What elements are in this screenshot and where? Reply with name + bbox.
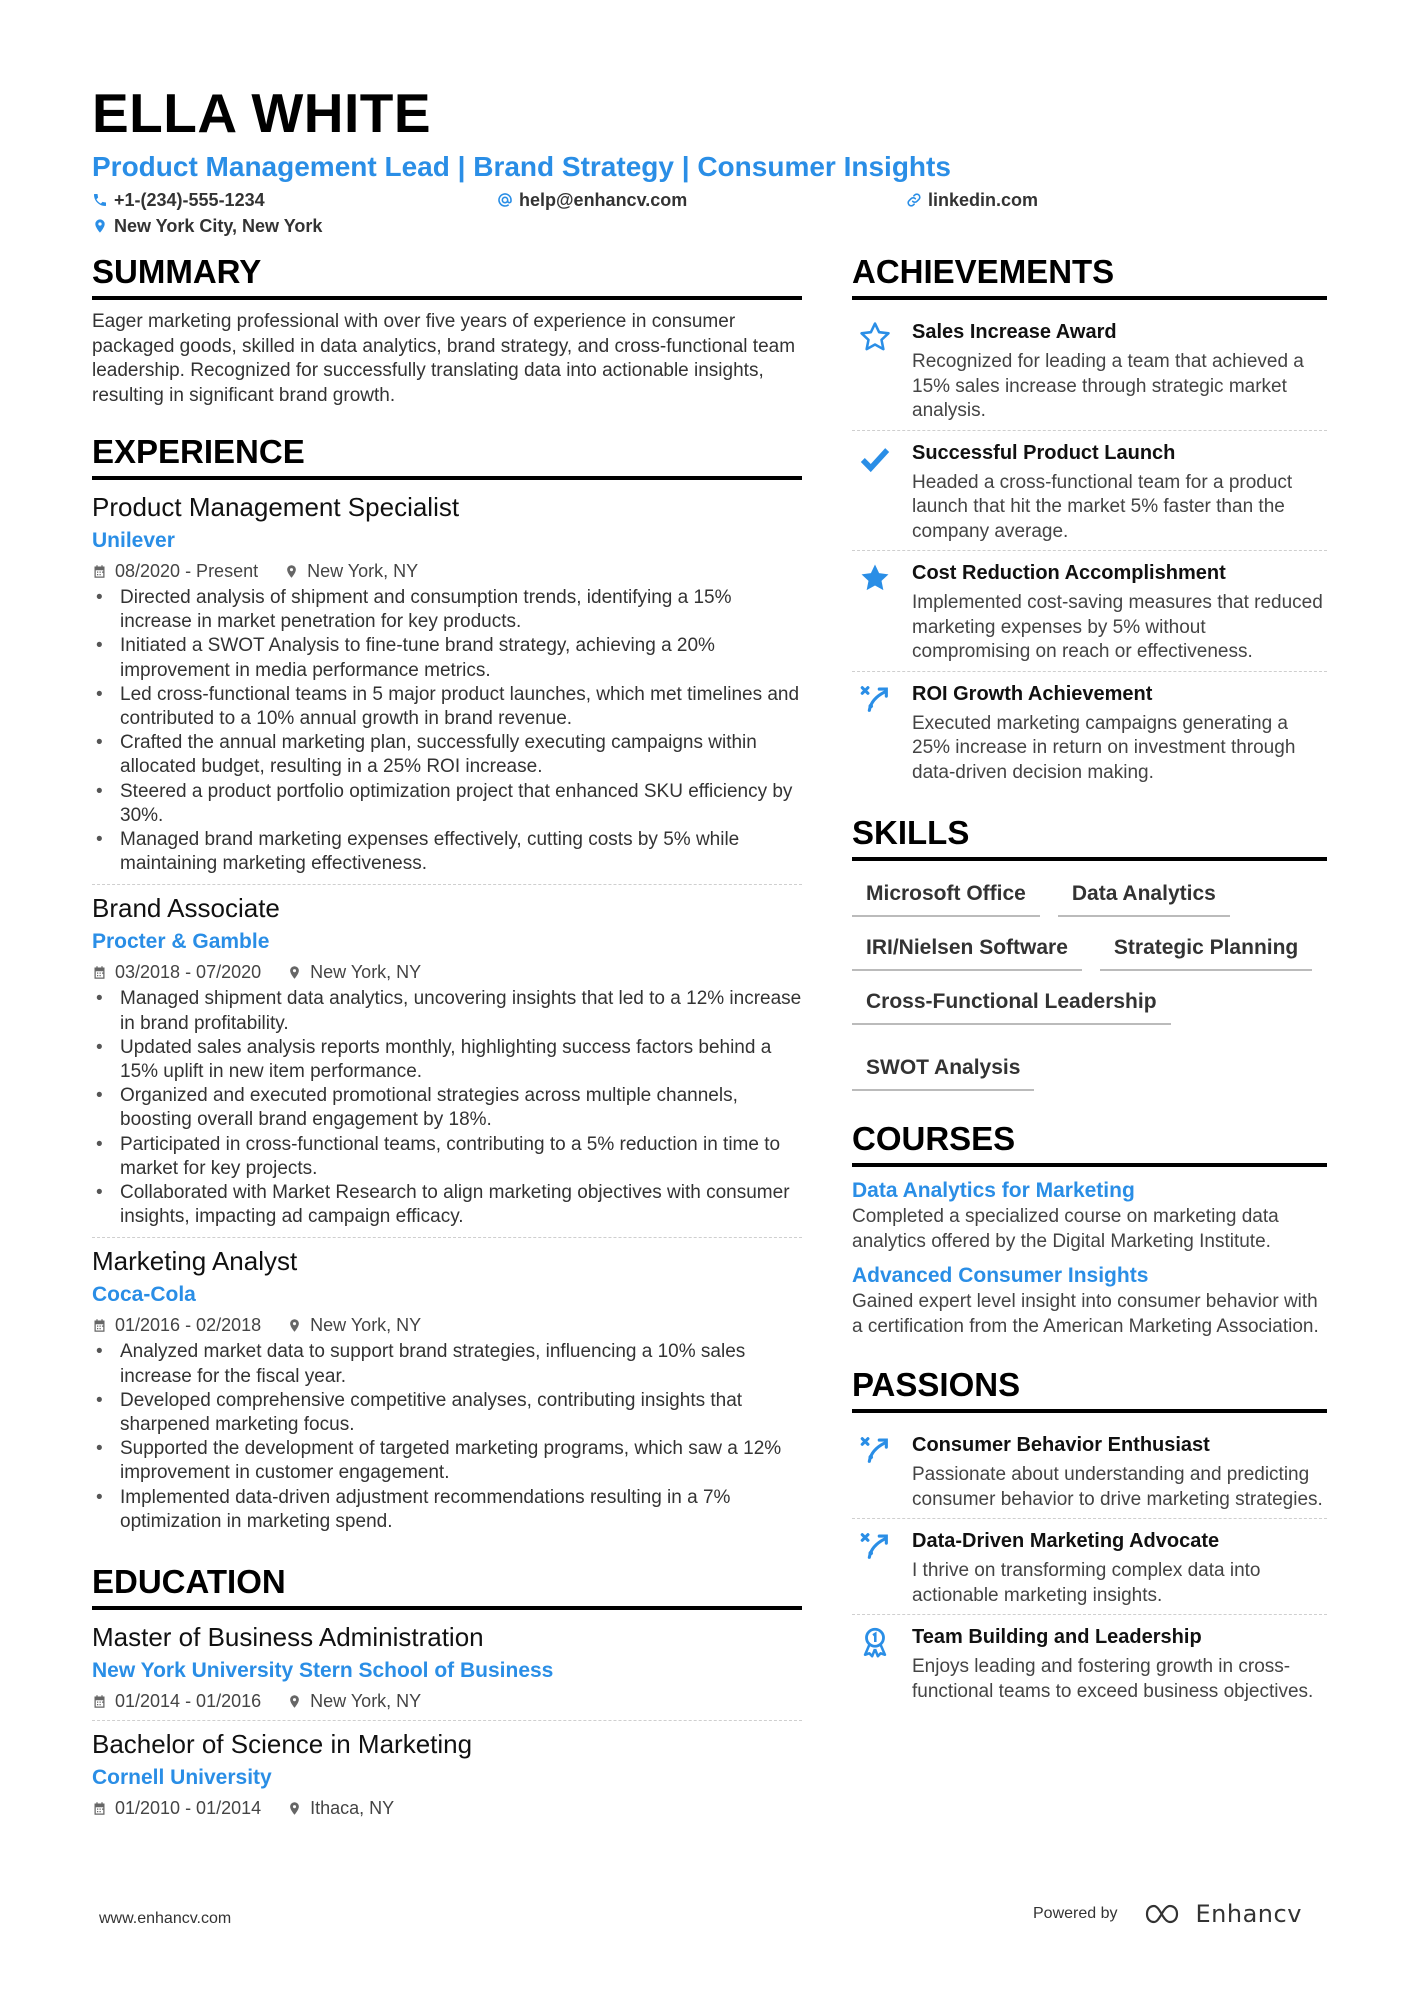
passions-section (852, 1365, 1327, 1710)
education-entry (92, 1620, 802, 1720)
job-dates-text: 03/2018 - 07/2020 (115, 962, 262, 983)
star-filled-icon (852, 559, 898, 665)
passion-title: Team Building and Leadership (912, 1626, 1202, 1648)
job-dates (92, 1312, 261, 1338)
education-location (287, 1795, 394, 1821)
headline: Product Management Lead | Brand Strategy | Consumer Insights (92, 151, 951, 182)
bullet-item: • Led cross-functional teams in 5 major product launches, which met timelines and contributed to a 10% annual growth in brand revenue. (92, 683, 802, 731)
job-meta (92, 1312, 802, 1338)
strategy-icon (852, 680, 898, 786)
education-dates-text: 01/2014 - 01/2016 (115, 1691, 262, 1712)
bullet-item: • Updated sales analysis reports monthly, highlighting success factors behind a 15% uplift in new item performance. (92, 1036, 802, 1084)
job-location-text: New York, NY (310, 1315, 422, 1336)
education-entry (92, 1720, 802, 1827)
summary-title: SUMMARY (92, 252, 802, 300)
checkmark-icon (852, 439, 898, 545)
achievement-desc: Recognized for leading a team that achieved a 15% sales increase through strategic market analysis. (912, 351, 1304, 421)
experience-title: EXPERIENCE (92, 432, 802, 480)
contact-info (92, 188, 1332, 244)
job-entry (92, 884, 802, 1237)
achievement-item (852, 550, 1327, 671)
experience-section (92, 432, 802, 1542)
education-meta (92, 1688, 802, 1714)
bullet-item: • Analyzed market data to support brand strategies, influencing a 10% sales increase for the fiscal year. (92, 1340, 802, 1388)
passions-title: PASSIONS (852, 1365, 1327, 1413)
candidate-name: ELLA WHITE (92, 82, 432, 144)
course-title: Data Analytics for Marketing (852, 1179, 1135, 1202)
passion-desc: Passionate about understanding and predicting consumer behavior to drive marketing strategies. (912, 1464, 1323, 1510)
company-name: Procter & Gamble (92, 930, 270, 954)
bullet-item: • Steered a product portfolio optimization project that enhanced SKU efficiency by 30%. (92, 780, 802, 828)
achievement-desc: Executed marketing campaigns generating a 25% increase in return on investment through data-driven decision making. (912, 712, 1296, 783)
location-text: New York City, New York (114, 216, 323, 236)
job-dates-text: 08/2020 - Present (115, 561, 259, 581)
achievement-title: ROI Growth Achievement (912, 682, 1153, 705)
award-ribbon-icon (852, 1623, 898, 1704)
passion-item (852, 1614, 1327, 1710)
skills-section (852, 813, 1327, 1091)
courses-section (852, 1119, 1327, 1339)
bullet-item: • Organized and executed promotional strategies across multiple channels, boosting overall brand engagement by 18%. (92, 1084, 802, 1132)
course-item (852, 1262, 1327, 1339)
education-location (287, 1688, 421, 1714)
calendar-icon (92, 1801, 107, 1816)
location-pin-icon (92, 218, 108, 234)
skill-tag: Cross-Functional Leadership (852, 983, 1171, 1025)
skills-list (852, 871, 1327, 1091)
company-name: Unilever (92, 529, 175, 552)
company-name: Coca-Cola (92, 1283, 196, 1307)
contact-location (92, 214, 322, 238)
job-meta (92, 558, 802, 584)
job-dates-text: 01/2016 - 02/2018 (115, 1315, 262, 1336)
strategy-icon (852, 1431, 898, 1512)
bullet-item: • Managed brand marketing expenses effectively, cutting costs by 5% while maintaining marketing effectiveness. (92, 828, 802, 876)
footer-branding (1033, 1900, 1302, 1928)
school-name: New York University Stern School of Business (92, 1659, 554, 1683)
enhancv-logo-icon (1144, 1903, 1190, 1925)
passion-desc: Enjoys leading and fostering growth in cross-functional teams to exceed business objectives. (912, 1656, 1314, 1702)
at-icon (497, 192, 513, 208)
education-section (92, 1562, 802, 1827)
location-pin-icon (287, 1318, 302, 1333)
location-pin-icon (287, 1694, 302, 1709)
passion-title: Data-Driven Marketing Advocate (912, 1530, 1220, 1552)
job-meta (92, 959, 802, 985)
degree-title: Master of Business Administration (92, 1622, 484, 1653)
course-title: Advanced Consumer Insights (852, 1264, 1149, 1287)
enhancv-logo[interactable] (1144, 1900, 1302, 1928)
achievement-title: Sales Increase Award (912, 321, 1117, 343)
skill-tag: Microsoft Office (852, 875, 1040, 917)
bullet-item: • Crafted the annual marketing plan, successfully executing campaigns within allocated budget, resulting in a 25% ROI increase. (92, 731, 802, 779)
phone-text[interactable]: +1-(234)-555-1234 (114, 190, 265, 210)
email-text[interactable]: help@enhancv.com (519, 190, 688, 210)
achievement-title: Cost Reduction Accomplishment (912, 562, 1226, 584)
job-bullets (92, 1340, 802, 1534)
phone-icon (92, 192, 108, 208)
left-column (92, 252, 802, 1827)
job-location-text: New York, NY (310, 962, 422, 983)
job-dates (92, 959, 261, 985)
passion-item (852, 1423, 1327, 1518)
education-dates (92, 1795, 261, 1821)
calendar-icon (92, 564, 107, 579)
passion-title: Consumer Behavior Enthusiast (912, 1434, 1210, 1456)
location-pin-icon (287, 965, 302, 980)
job-location-text: New York, NY (307, 561, 419, 581)
job-location (284, 558, 418, 584)
passion-item (852, 1518, 1327, 1614)
education-title: EDUCATION (92, 1562, 802, 1610)
course-desc: Completed a specialized course on marketing data analytics offered by the Digital Marketing Institute. (852, 1206, 1279, 1252)
job-dates (92, 558, 258, 584)
location-pin-icon (287, 1801, 302, 1816)
contact-linkedin (906, 188, 1038, 212)
skill-tag: Data Analytics (1058, 875, 1230, 917)
job-entry (92, 1237, 802, 1542)
courses-title: COURSES (852, 1119, 1327, 1167)
skill-tag: IRI/Nielsen Software (852, 929, 1082, 971)
achievement-item (852, 671, 1327, 792)
summary-text: Eager marketing professional with over five years of experience in consumer packaged goods, skilled in data analytics, brand strategy, and cross-functional team leadership. Recognized for successfully translating data into actionable insights, resulting in significant brand growth. (92, 311, 796, 406)
degree-title: Bachelor of Science in Marketing (92, 1729, 473, 1760)
bullet-item: • Initiated a SWOT Analysis to fine-tune brand strategy, achieving a 20% improvement in media performance metrics. (92, 634, 802, 682)
right-column (852, 252, 1327, 1710)
achievements-section (852, 252, 1327, 791)
calendar-icon (92, 965, 107, 980)
enhancv-logo-text: Enhancv (1195, 1900, 1302, 1928)
skills-title: SKILLS (852, 813, 1327, 861)
footer-website[interactable]: www.enhancv.com (99, 1910, 232, 1927)
education-location-text: Ithaca, NY (310, 1798, 395, 1819)
bullet-item: • Directed analysis of shipment and consumption trends, identifying a 15% increase in market penetration for key products. (92, 586, 802, 634)
bullet-item: • Participated in cross-functional teams, contributing to a 5% reduction in time to market for key projects. (92, 1133, 802, 1181)
education-meta (92, 1795, 802, 1821)
course-desc: Gained expert level insight into consumer behavior with a certification from the American Marketing Association. (852, 1291, 1319, 1337)
school-name: Cornell University (92, 1766, 272, 1790)
calendar-icon (92, 1694, 107, 1709)
education-dates-text: 01/2010 - 01/2014 (115, 1798, 262, 1819)
link-icon (906, 192, 922, 208)
achievement-desc: Headed a cross-functional team for a product launch that hit the market 5% faster than the company average. (912, 471, 1293, 542)
achievements-title: ACHIEVEMENTS (852, 252, 1327, 300)
contact-email (497, 188, 687, 212)
course-item (852, 1177, 1327, 1254)
achievement-item (852, 430, 1327, 551)
resume-header (92, 82, 1332, 244)
job-title: Product Management Specialist (92, 492, 460, 522)
bullet-item: • Implemented data-driven adjustment recommendations resulting in a 7% optimization in marketing spend. (92, 1486, 802, 1534)
job-title: Marketing Analyst (92, 1246, 298, 1277)
job-bullets (92, 586, 802, 876)
bullet-item: • Supported the development of targeted marketing programs, which saw a 12% improvement in customer engagement. (92, 1437, 802, 1485)
contact-phone (92, 188, 265, 212)
education-dates (92, 1688, 261, 1714)
achievement-desc: Implemented cost-saving measures that reduced marketing expenses by 5% without compromising on reach or effectiveness. (912, 592, 1323, 662)
job-entry (92, 490, 802, 884)
achievement-item (852, 310, 1327, 430)
bullet-item: • Developed comprehensive competitive analyses, contributing insights that sharpened marketing focus. (92, 1389, 802, 1437)
summary-section (92, 252, 802, 408)
job-location (287, 959, 421, 985)
skill-tag: SWOT Analysis (852, 1049, 1034, 1091)
bullet-item: • Collaborated with Market Research to align marketing objectives with consumer insights, impacting ad campaign efficacy. (92, 1181, 802, 1229)
job-location (287, 1312, 421, 1338)
powered-by-label: Powered by (1033, 1905, 1118, 1922)
job-bullets (92, 987, 802, 1229)
star-outline-icon (852, 318, 898, 424)
skill-tag: Strategic Planning (1100, 929, 1312, 971)
bullet-item: • Managed shipment data analytics, uncovering insights that led to a 12% increase in brand profitability. (92, 987, 802, 1035)
linkedin-text[interactable]: linkedin.com (928, 190, 1039, 210)
passion-desc: I thrive on transforming complex data into actionable marketing insights. (912, 1560, 1261, 1606)
calendar-icon (92, 1318, 107, 1333)
strategy-icon (852, 1527, 898, 1608)
achievement-title: Successful Product Launch (912, 441, 1176, 464)
job-title: Brand Associate (92, 893, 280, 924)
education-location-text: New York, NY (310, 1691, 422, 1712)
location-pin-icon (284, 564, 299, 579)
